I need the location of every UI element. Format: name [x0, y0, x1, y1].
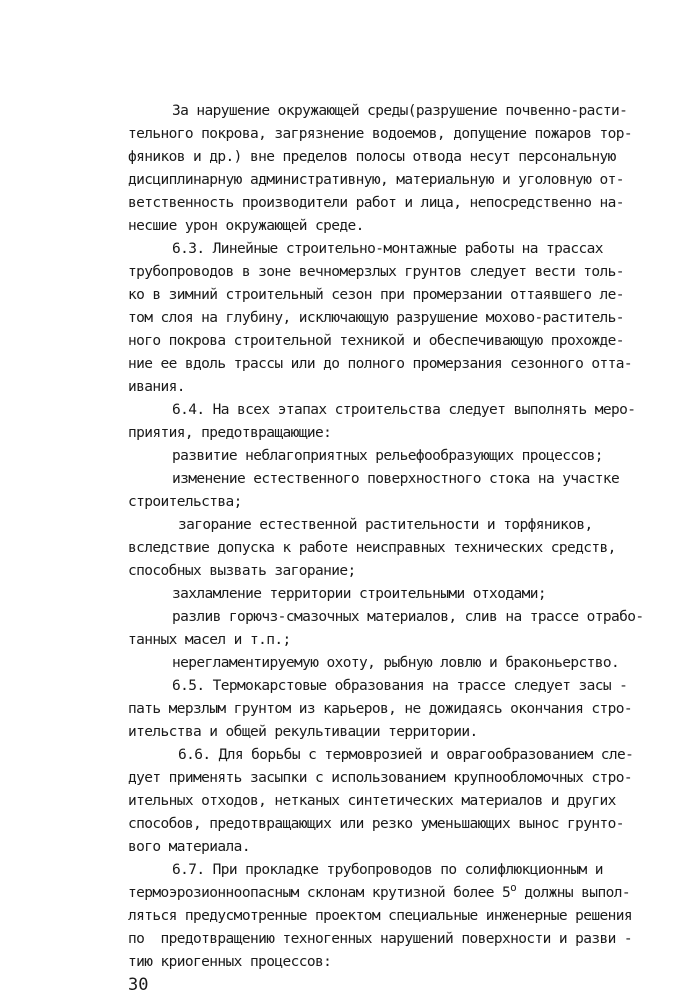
text-line: трубопроводов в зоне вечномерзлых грунтов следует вести толь-	[128, 264, 624, 280]
text-line: фяников и др.) вне пределов полосы отвода несут персональную	[128, 149, 616, 165]
text-line: вследствие допуска к работе неисправных технических средств,	[128, 540, 616, 556]
text-line	[128, 883, 630, 904]
text-line: 6.6. Для борьбы с термоврозией и оврагообразованием сле-	[178, 747, 634, 763]
text-line: ветственность производители работ и лица, непосредственно на-	[128, 195, 624, 211]
text-line: загорание естественной растительности и торфяников,	[178, 517, 593, 533]
text-segment: термоэрозионноопасным склонам крутизной более 5	[128, 885, 511, 901]
text-line: способных вызвать загорание;	[128, 563, 356, 579]
text-line: танных масел и т.п.;	[128, 632, 291, 648]
text-line: дует применять засыпки с использованием крупнообломочных стро-	[128, 770, 633, 786]
page-number: 30	[128, 975, 149, 995]
text-line: ние ее вдоль трассы или до полного промерзания сезонного отта-	[128, 356, 633, 372]
text-line: 6.4. На всех этапах строительства следует выполнять меро-	[172, 402, 636, 418]
text-line: изменение естественного поверхностного стока на участке	[172, 471, 620, 487]
text-line: ительных отходов, нетканых синтетических материалов и других	[128, 793, 616, 809]
text-line: дисциплинарную административную, материальную и уголовную от-	[128, 172, 624, 188]
degree-superscript: о	[510, 881, 517, 894]
text-line: ляться предусмотренные проектом специальные инженерные решения	[128, 908, 633, 924]
text-line: За нарушение окружающей среды(разрушение почвенно-расти-	[172, 103, 628, 119]
text-line: 6.5. Термокарстовые образования на трассе следует засы -	[172, 678, 628, 694]
text-line: развитие неблагоприятных рельефообразующих процессов;	[172, 448, 603, 464]
text-line: разлив горючз-смазочных материалов, слив на трассе отрабо-	[172, 609, 644, 625]
text-line: захламление территории строительными отходами;	[172, 586, 546, 602]
text-line: несшие урон окружающей среде.	[128, 218, 364, 234]
text-line: 6.3. Линейные строительно-монтажные работы на трассах	[172, 241, 603, 257]
text-line: том слоя на глубину, исключающую разрушение мохово-раститель-	[128, 310, 624, 326]
text-line: тельного покрова, загрязнение водоемов, допущение пожаров тор-	[128, 126, 633, 142]
text-line: ительства и общей рекультивации территории.	[128, 724, 478, 740]
text-line: строительства;	[128, 494, 242, 510]
text-line: 6.7. При прокладке трубопроводов по солифлюкционным и	[172, 862, 603, 878]
text-line: пать мерзлым грунтом из карьеров, не дожидаясь окончания стро-	[128, 701, 633, 717]
text-line: способов, предотвращающих или резко уменьшающих вынос грунто-	[128, 816, 624, 832]
text-line: ного покрова строительной техникой и обеспечивающую прохожде-	[128, 333, 624, 349]
text-line: ко в зимний строительный сезон при промерзании оттаявшего ле-	[128, 287, 624, 303]
text-line: вого материала.	[128, 839, 250, 855]
text-line: ивания.	[128, 379, 185, 395]
text-line: по предотвращению техногенных нарушений поверхности и разви -	[128, 931, 633, 947]
text-line: тию криогенных процессов:	[128, 954, 332, 970]
text-line: нерегламентируемую охоту, рыбную ловлю и браконьерство.	[172, 655, 620, 671]
text-segment: должны выпол-	[516, 885, 630, 901]
text-line: приятия, предотвращающие:	[128, 425, 332, 441]
